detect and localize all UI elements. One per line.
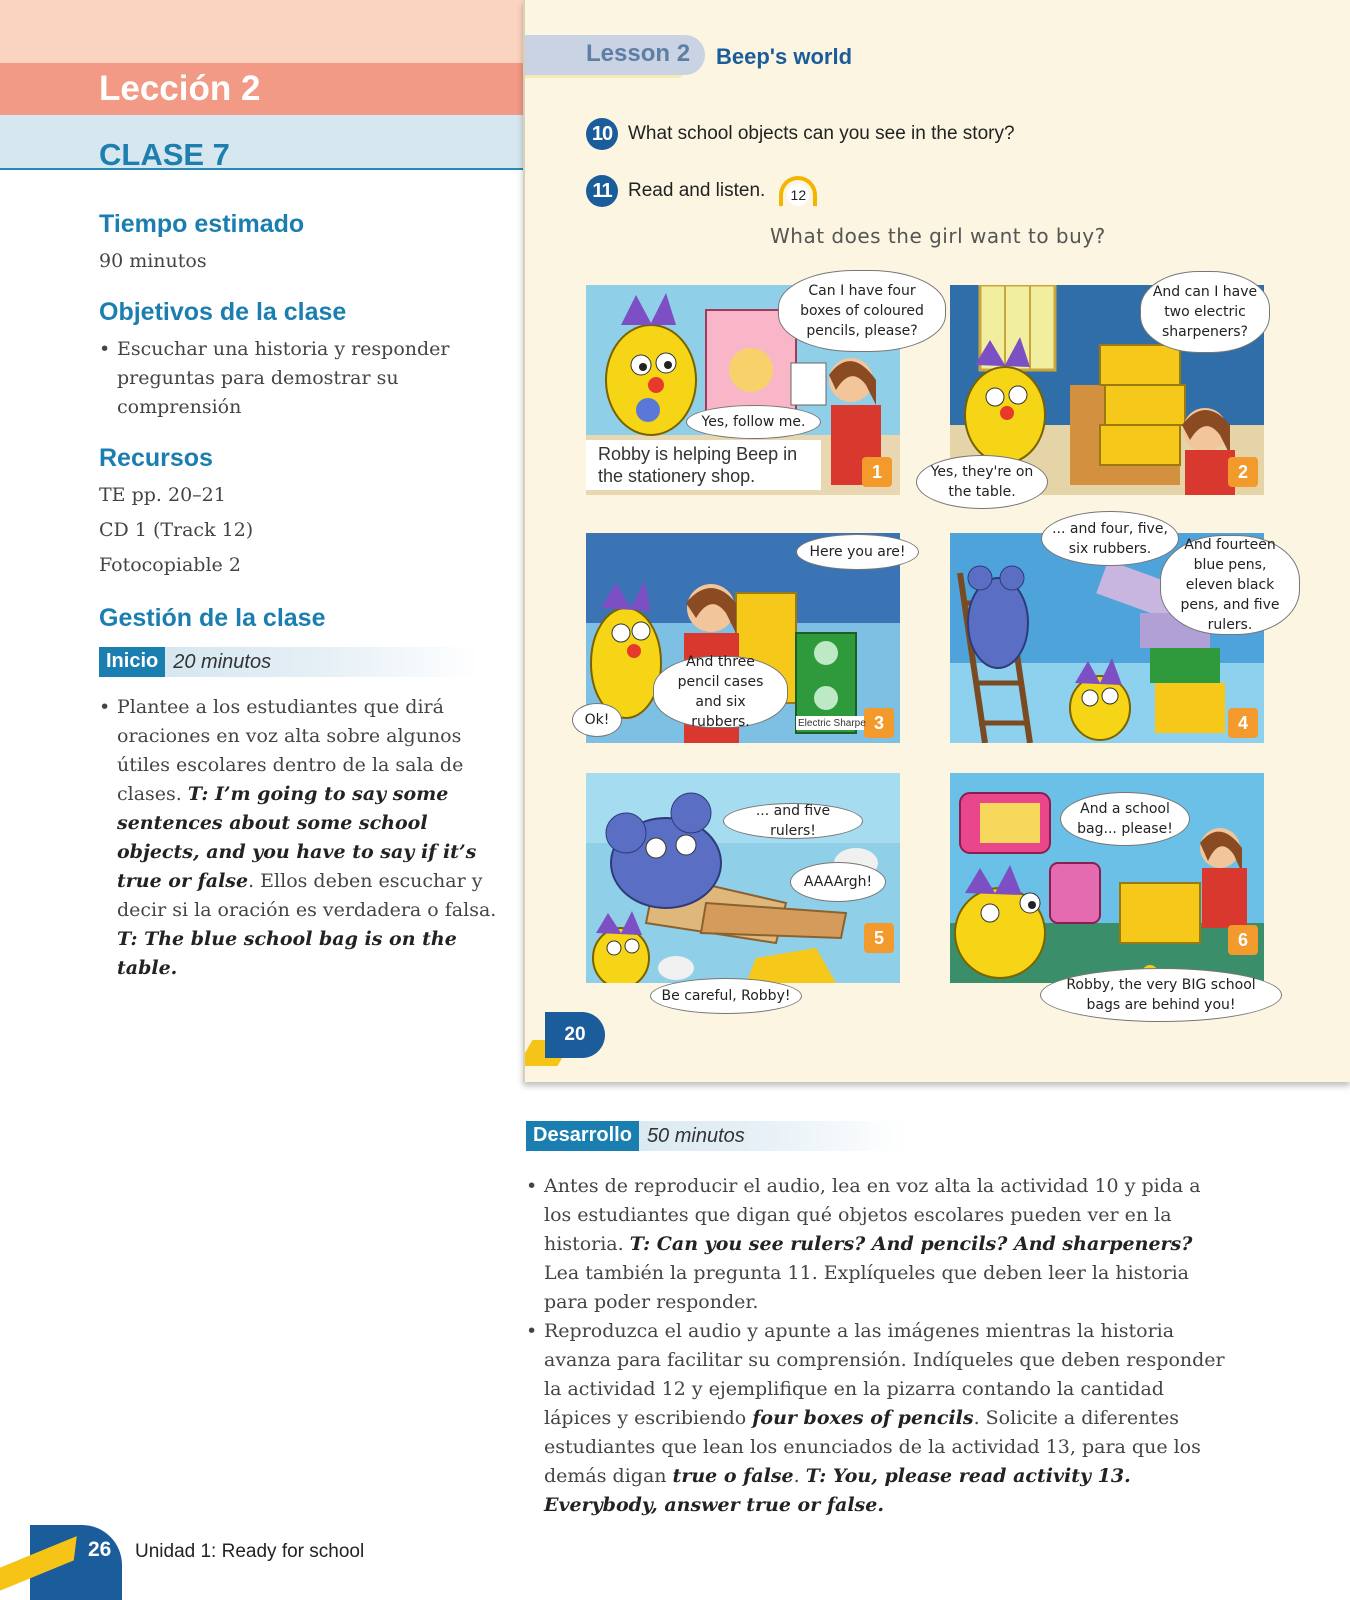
inicio-bar [99, 647, 479, 677]
time-value: 90 minutos [99, 250, 207, 272]
panel-number: 2 [1228, 457, 1258, 487]
desarrollo-duration: 50 minutos [646, 1124, 745, 1147]
speech-bubble: ... and four, five, six rubbers. [1041, 511, 1179, 566]
teacher-notes [99, 210, 499, 983]
management-heading: Gestión de la clase [99, 604, 326, 632]
panel-number: 4 [1228, 708, 1258, 738]
resources-heading: Recursos [99, 444, 213, 472]
inicio-duration: 20 minutos [173, 650, 272, 673]
desarrollo-bullet-2 [526, 1317, 1226, 1520]
panel-number: 1 [862, 457, 892, 487]
box-label: Electric Sharpe [798, 718, 866, 729]
panel-caption: Robby is helping Beep in the stationery shop. [586, 440, 821, 490]
speech-bubble: And can I have two electric sharpeners? [1140, 271, 1270, 353]
objectives-heading: Objetivos de la clase [99, 298, 347, 326]
teacher-prompt: T: The blue school bag is on the table. [117, 928, 457, 979]
lesson-banner [0, 63, 523, 115]
speech-bubble: And a school bag... please! [1060, 792, 1190, 846]
footer-page-number: 26 [88, 1538, 112, 1561]
desarrollo-text: . [793, 1465, 806, 1487]
teacher-prompt: T: You, please read activity 13. Everybody, answer true or false. [544, 1465, 1131, 1516]
objective-item: • Escuchar una historia y responder preguntas para demostrar su comprensión [99, 335, 499, 422]
desarrollo-text: . Solicite a diferentes estudiantes que lean los enunciados de la actividad 13, para que los demás digan [544, 1407, 1201, 1487]
book-page-number: 20 [545, 1012, 605, 1058]
speech-bubble: And three pencil cases and six rubbers. [653, 656, 788, 728]
story-question: What does the girl want to buy? [770, 224, 1106, 248]
teacher-prompt: T: Can you see rulers? And pencils? And sharpeners? [629, 1233, 1193, 1255]
speech-bubble: Here you are! [796, 534, 919, 570]
activity-11 [586, 175, 819, 207]
teacher-prompt: T: I’m going to say some sentences about some school objects, and you have to say if it’s true or false [117, 783, 477, 892]
speech-bubble: AAAArgh! [790, 862, 886, 902]
speech-bubble: Yes, follow me. [686, 405, 821, 439]
resource-item: Fotocopiable 2 [99, 554, 241, 576]
desarrollo-text: Lea también la pregunta 11. Explíqueles que deben leer la historia para poder responder. [544, 1262, 1189, 1313]
activity-text: Read and listen. [628, 180, 766, 201]
inicio-text: . Ellos deben escuchar y decir si la oración es verdadera o falsa. [117, 870, 497, 921]
student-book-page [523, 0, 1350, 1082]
speech-bubble: Can I have four boxes of coloured pencils, please? [778, 270, 946, 352]
resource-item: CD 1 (Track 12) [99, 519, 254, 541]
desarrollo-notes [526, 1172, 1226, 1520]
speech-bubble: ... and five rulers! [723, 803, 863, 839]
lesson-title: Lección 2 [99, 69, 261, 108]
speech-bubble: Be careful, Robby! [650, 978, 802, 1014]
class-title: CLASE 7 [99, 137, 230, 172]
panel-number: 5 [864, 923, 894, 953]
desarrollo-bullet-1 [526, 1172, 1226, 1317]
activity-10 [586, 118, 1015, 150]
class-banner [0, 115, 523, 170]
desarrollo-text: Antes de reproducir el audio, lea en voz alta la actividad 10 y pida a los estudiantes que digan qué objetos escolares pueden ver en la historia. [544, 1175, 1201, 1255]
panel-number: 3 [864, 708, 894, 738]
panel-number: 6 [1228, 925, 1258, 955]
resource-item: TE pp. 20–21 [99, 484, 226, 506]
speech-bubble: Yes, they're on the table. [916, 455, 1048, 509]
desarrollo-bar [526, 1121, 906, 1151]
teacher-prompt: four boxes of pencils [752, 1407, 974, 1429]
speech-bubble: Robby, the very BIG school bags are behind you! [1040, 968, 1282, 1022]
speech-bubble: And fourteen blue pens, eleven black pens, and five rulers. [1160, 535, 1300, 635]
teacher-prompt: true o false [672, 1465, 794, 1487]
book-lesson-name: Beep's world [716, 44, 853, 69]
inicio-tag: Inicio [99, 647, 165, 677]
time-heading: Tiempo estimado [99, 210, 305, 238]
footer-unit-title: Unidad 1: Ready for school [135, 1541, 365, 1562]
inicio-paragraph [99, 693, 499, 983]
speech-bubble: Ok! [572, 703, 622, 737]
book-lesson-label: Lesson 2 [586, 40, 691, 67]
headphones-icon [777, 176, 819, 206]
desarrollo-tag: Desarrollo [526, 1121, 639, 1151]
activity-text: What school objects can you see in the story? [628, 123, 1015, 144]
activity-number: 11 [586, 175, 618, 207]
inicio-text: Plantee a los estudiantes que dirá oraciones en voz alta sobre algunos útiles escolares dentro de la sala de clases. [117, 696, 464, 805]
track-number: 12 [787, 184, 809, 206]
header-band [0, 0, 523, 63]
desarrollo-text: Reproduzca el audio y apunte a las imágenes mientras la historia avanza para facilitar su comprensión. Indíqueles que deben responder la actividad 12 y ejemplifique en la pizarra contando la cantidad lápices y escribiendo [544, 1320, 1225, 1429]
activity-number: 10 [586, 118, 618, 150]
